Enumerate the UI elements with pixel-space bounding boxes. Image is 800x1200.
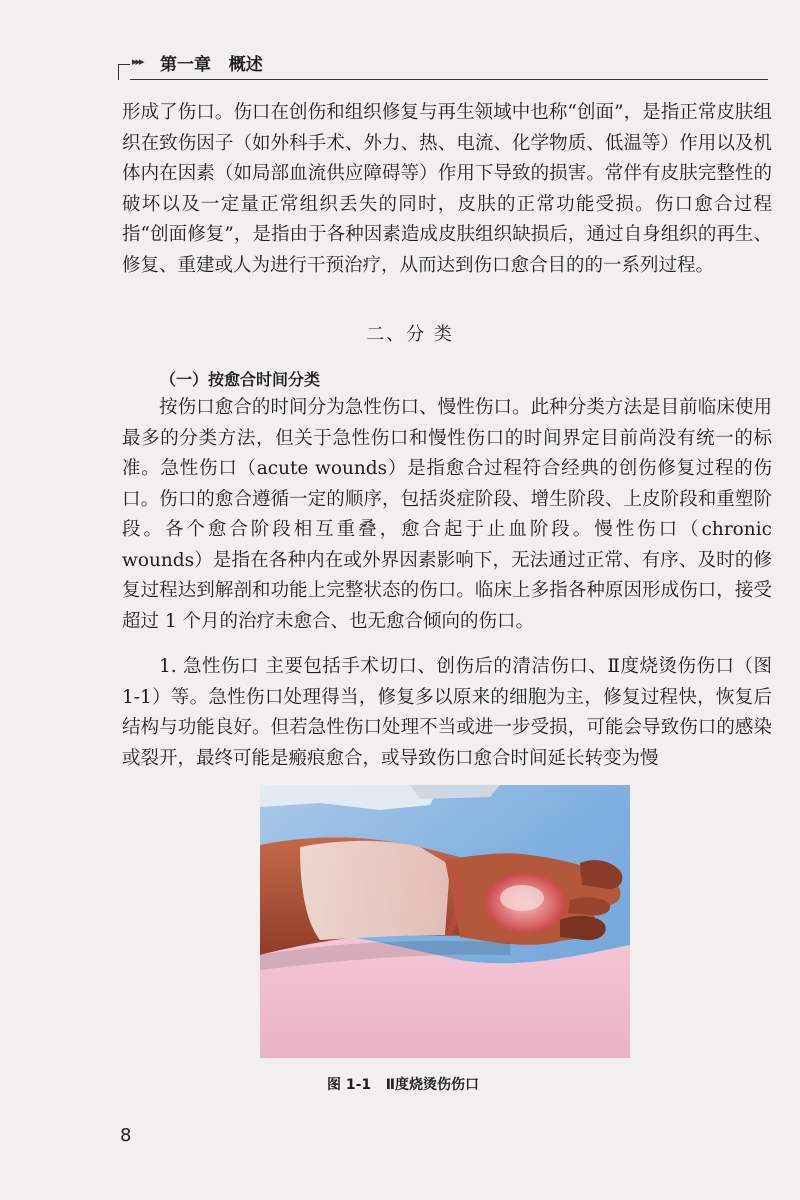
paragraph-acute-wounds: 1. 急性伤口 主要包括手术切口、创伤后的清洁伤口、Ⅱ度烧烫伤伤口（图 1-1）等。急性伤口处理得当，修复多以原来的细胞为主，修复过程快，恢复后结构与功能良好。但若急性伤口处理不当或进一步受损，可能会导致伤口的感染或裂开，最终可能是瘢痕愈合，或导致伤口愈合时间延长转变为慢: [122, 656, 772, 769]
sub-heading: （一）按愈合时间分类: [160, 370, 321, 389]
chapter-title: 第一章 概述: [160, 55, 263, 75]
header-rule: [130, 79, 768, 80]
header-arrow-icon: ▸▸▸: [132, 55, 143, 68]
paragraph-wound-definition: 形成了伤口。伤口在创伤和组织修复与再生领域中也称“创面”，是指正常皮肤组织在致伤因子（如外科手术、外力、热、电流、化学物质、低温等）作用以及机体内在因素（如局部血流供应障碍等）作用下导致的损害。常伴有皮肤完整性的破坏以及一定量正常组织丢失的同时，皮肤的正常功能受损。伤口愈合过程指“创面修复”，是指由于各种因素造成皮肤组织缺损后，通过自身组织的再生、修复、重建或人为进行干预治疗，从而达到伤口愈合目的的一系列过程。: [122, 102, 772, 276]
figure-caption: 图 1-1 Ⅱ度烧烫伤伤口: [326, 1077, 479, 1093]
page-number: 8: [120, 1125, 132, 1146]
header-left-bracket: [118, 64, 130, 80]
section-heading: 二、分 类: [366, 324, 454, 345]
burn-wound-photo: [260, 785, 630, 1058]
paragraph-classification: 按伤口愈合的时间分为急性伤口、慢性伤口。此种分类方法是目前临床使用最多的分类方法，但关于急性伤口和慢性伤口的时间界定目前尚没有统一的标准。急性伤口（acute wounds）是指愈合过程符合经典的创伤修复过程的伤口。伤口的愈合遵循一定的顺序，包括炎症阶段、增生阶段、上皮阶段和重塑阶段。各个愈合阶段相互重叠，愈合起于止血阶段。慢性伤口（chronic wounds）是指在各种内在或外界因素影响下，无法通过正常、有序、及时的修复过程达到解剖和功能上完整状态的伤口。临床上多指各种原因形成伤口，接受超过 1 个月的治疗未愈合、也无愈合倾向的伤口。: [122, 397, 772, 632]
